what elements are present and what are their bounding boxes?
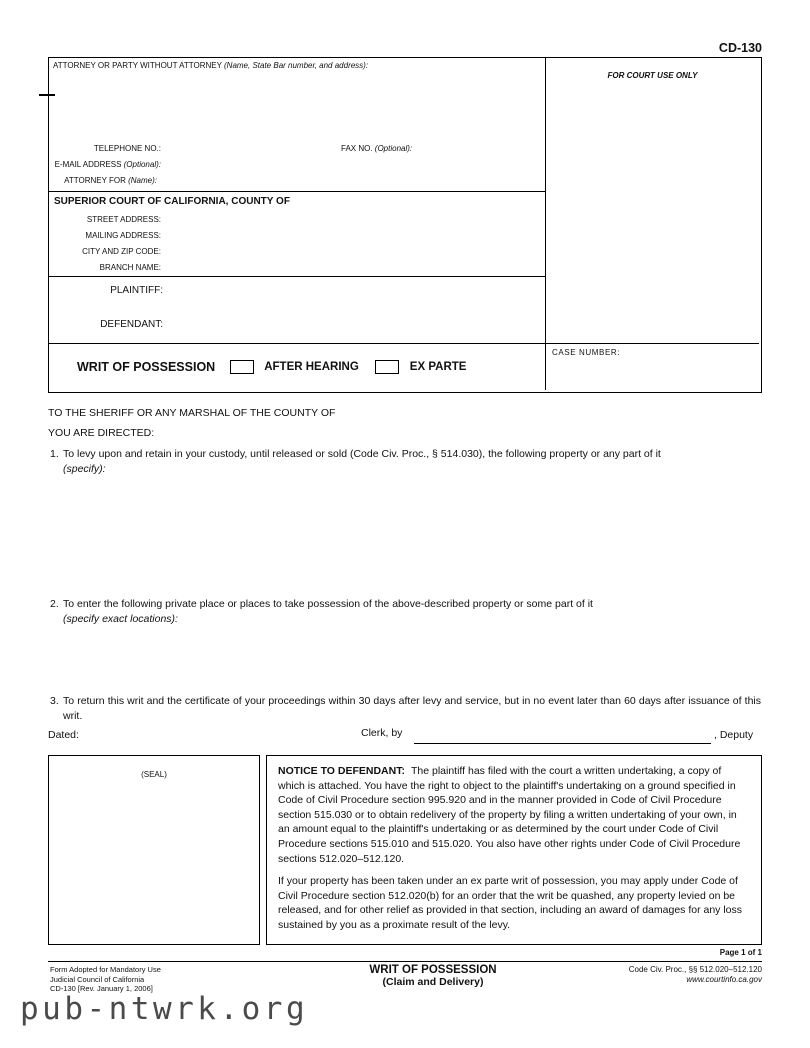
site-watermark: pub-ntwrk.org — [20, 991, 309, 1027]
notice-paragraph-2: If your property has been taken under an ex parte writ of possession, you may apply under Code of Civil Procedure section 512.020(b) for an order that the writ be quashed, any property levied on be released, and for other relief as provided in that section, including an award of damages for any loss sustained by you as a proximate result of the levy. — [278, 875, 743, 931]
after-hearing-label: AFTER HEARING — [264, 361, 359, 373]
addressee-line: TO THE SHERIFF OR ANY MARSHAL OF THE COUNTY OF — [48, 407, 336, 419]
defendant-label: DEFENDANT: — [100, 319, 163, 330]
attorney-for-value[interactable] — [161, 174, 535, 187]
fax-label-text: FAX NO. — [341, 144, 375, 153]
defendant-value[interactable] — [169, 317, 535, 331]
email-value[interactable] — [165, 158, 535, 171]
form-header-box — [48, 57, 762, 393]
ex-parte-checkbox[interactable] — [375, 360, 399, 374]
city-zip-label: CITY AND ZIP CODE: — [82, 247, 161, 256]
fax-label-hint: (Optional): — [374, 144, 413, 153]
attorney-box — [49, 58, 546, 192]
directed-line: YOU ARE DIRECTED: — [48, 427, 155, 439]
deputy-label: , Deputy — [714, 729, 754, 741]
dated-label: Dated: — [48, 729, 79, 741]
footer-adopted-block — [50, 965, 161, 994]
footer-rule — [48, 961, 762, 962]
ex-parte-label: EX PARTE — [409, 361, 467, 373]
email-label-text: E-MAIL ADDRESS — [54, 160, 124, 169]
footer-form-subtitle: (Claim and Delivery) — [382, 976, 484, 988]
item-1-text: To levy upon and retain in your custody, until released or sold (Code Civ. Proc., § 514.030), the following property or any part of it — [63, 448, 661, 460]
notice-para1-text: The plaintiff has filed with the court a written undertaking, a copy of which is attached. You have the right to object to the plaintiff's undertaking on a ground specified in Code of Civil Procedure section 995.920 and in the manner provided in Code of Civil Procedure section 515.030 or to obtain redelivery of the property by filing a written undertaking of your own, in an amount equal to the plaintiff's undertaking or as determined by the court under Code of Civil Procedure sections 515.010 and 515.020. You also have other rights under Code of Civil Procedure sections 512.020–512.120. — [278, 765, 741, 865]
footer-title-block — [369, 964, 496, 988]
court-use-box — [546, 58, 759, 344]
footer-form-title: WRIT OF POSSESSION — [369, 964, 497, 976]
mailing-address-label: MAILING ADDRESS: — [85, 231, 161, 240]
seal-box — [48, 755, 260, 945]
footer-reference-block — [629, 965, 762, 985]
fax-value[interactable] — [417, 142, 541, 155]
mailing-address-value[interactable] — [165, 229, 535, 241]
item-3-number: 3. — [50, 695, 59, 707]
item-1-specify-label: (specify): — [63, 463, 106, 475]
item-3 — [50, 694, 761, 724]
item-1-number: 1. — [50, 448, 59, 460]
item-2-specify-area[interactable] — [63, 630, 758, 688]
county-value[interactable] — [349, 195, 539, 208]
footer-adopted-line1: Form Adopted for Mandatory Use — [50, 965, 161, 974]
attorney-address-area[interactable] — [55, 74, 535, 138]
notice-heading: NOTICE TO DEFENDANT: — [278, 765, 405, 777]
plaintiff-label: PLAINTIFF: — [110, 285, 163, 296]
footer-website: www.courtinfo.ca.gov — [686, 975, 762, 984]
case-number-label: CASE NUMBER: — [552, 348, 621, 357]
case-number-value[interactable] — [552, 357, 747, 381]
county-of-value[interactable] — [370, 406, 760, 420]
attorney-label-hint: (Name, State Bar number, and address): — [224, 61, 369, 70]
branch-name-value[interactable] — [165, 261, 535, 273]
court-use-label: FOR COURT USE ONLY — [607, 71, 698, 80]
page-indicator: Page 1 of 1 — [719, 948, 762, 957]
clerk-by-label: Clerk, by — [361, 727, 403, 739]
dated-value[interactable] — [86, 727, 306, 742]
email-label-hint: (Optional): — [123, 160, 161, 169]
item-2 — [50, 597, 762, 612]
item-2-specify-label: (specify exact locations): — [63, 613, 178, 625]
margin-dash — [39, 94, 55, 96]
item-3-text: To return this writ and the certificate of your proceedings within 30 days after levy and service, but in no event later than 60 days after issuance of this writ. — [63, 695, 761, 722]
item-2-number: 2. — [50, 598, 59, 610]
clerk-signature-line[interactable] — [414, 728, 711, 744]
court-box — [49, 192, 546, 277]
footer-code-reference: Code Civ. Proc., §§ 512.020–512.120 — [628, 965, 762, 974]
writ-title: WRIT OF POSSESSION — [77, 360, 216, 374]
court-title: SUPERIOR COURT OF CALIFORNIA, COUNTY OF — [54, 196, 290, 207]
attorney-for-label-hint: (Name): — [128, 176, 157, 185]
case-number-box — [546, 344, 759, 390]
notice-box — [266, 755, 762, 945]
attorney-label — [49, 58, 545, 73]
attorney-for-label-text: ATTORNEY FOR — [64, 176, 129, 185]
item-1 — [50, 447, 762, 462]
branch-name-label: BRANCH NAME: — [99, 263, 161, 272]
telephone-value[interactable] — [165, 142, 335, 155]
item-1-specify-area[interactable] — [63, 480, 758, 588]
form-number: CD-130 — [718, 41, 762, 55]
item-2-text: To enter the following private place or places to take possession of the above-described property or some part of it — [63, 598, 593, 610]
attorney-for-label — [49, 176, 157, 185]
footer-adopted-line3: CD-130 [Rev. January 1, 2006] — [50, 984, 153, 993]
email-label — [49, 160, 161, 169]
footer-adopted-line2: Judicial Council of California — [50, 974, 145, 984]
plaintiff-value[interactable] — [169, 283, 535, 297]
seal-label: (SEAL) — [141, 770, 167, 779]
notice-paragraph-1 — [278, 764, 750, 866]
fax-label — [341, 144, 412, 153]
writ-title-row — [49, 344, 546, 390]
city-zip-value[interactable] — [165, 245, 535, 257]
attorney-label-text: ATTORNEY OR PARTY WITHOUT ATTORNEY — [53, 61, 224, 70]
street-address-label: STREET ADDRESS: — [86, 215, 161, 224]
street-address-value[interactable] — [165, 213, 535, 225]
after-hearing-checkbox[interactable] — [230, 360, 254, 374]
party-box — [49, 277, 546, 344]
telephone-label: TELEPHONE NO.: — [93, 144, 161, 153]
